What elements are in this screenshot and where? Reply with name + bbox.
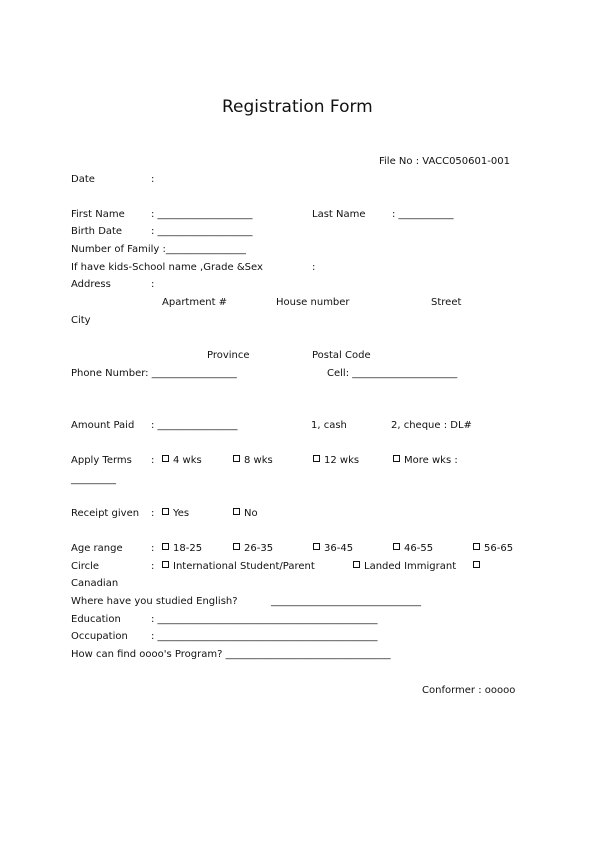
last-name-field[interactable]: : ___________ — [392, 209, 454, 220]
circle-option-international[interactable]: International Student/Parent — [162, 561, 315, 573]
receipt-yes-option[interactable]: Yes — [162, 508, 189, 520]
cheque-option[interactable]: 2, cheque : DL# — [391, 420, 472, 431]
checkbox-icon[interactable] — [473, 543, 480, 550]
kids-colon: : — [312, 262, 316, 273]
term-option-12wks[interactable]: 12 wks — [313, 455, 359, 467]
kids-label: If have kids-School name ,Grade &Sex — [71, 262, 263, 273]
studied-english-label: Where have you studied English? — [71, 596, 238, 607]
form-title: Registration Form — [222, 97, 373, 117]
checkbox-icon[interactable] — [233, 508, 240, 515]
age-option-18-25[interactable]: 18-25 — [162, 543, 202, 555]
conformer: Conformer : ooooo — [422, 685, 516, 696]
phone-number-field[interactable]: Phone Number: _________________ — [71, 368, 237, 379]
term-option-4wks[interactable]: 4 wks — [162, 455, 202, 467]
apartment-label: Apartment # — [162, 297, 228, 308]
term-option-8wks[interactable]: 8 wks — [233, 455, 273, 467]
age-option-56-65[interactable]: 56-65 — [473, 543, 513, 555]
checkbox-icon[interactable] — [393, 543, 400, 550]
apply-terms-label: Apply Terms — [71, 455, 132, 466]
age-option-36-45[interactable]: 36-45 — [313, 543, 353, 555]
canadian-label: Canadian — [71, 578, 119, 589]
birth-date-field[interactable]: : ___________________ — [151, 226, 253, 237]
occupation-field[interactable]: : ____________________________________________ — [151, 631, 378, 642]
city-label: City — [71, 315, 91, 326]
date-colon: : — [151, 174, 155, 185]
receipt-label: Receipt given — [71, 508, 140, 519]
circle-colon: : — [151, 561, 155, 572]
age-range-label: Age range — [71, 543, 123, 554]
checkbox-icon[interactable] — [313, 455, 320, 462]
education-label: Education — [71, 614, 121, 625]
date-label: Date — [71, 174, 95, 185]
circle-option-canadian[interactable] — [473, 561, 484, 573]
last-name-label: Last Name — [312, 209, 366, 220]
receipt-colon: : — [151, 508, 155, 519]
checkbox-icon[interactable] — [162, 543, 169, 550]
checkbox-icon[interactable] — [162, 508, 169, 515]
cash-option[interactable]: 1, cash — [311, 420, 347, 431]
circle-label: Circle — [71, 561, 100, 572]
age-range-colon: : — [151, 543, 155, 554]
amount-paid-label: Amount Paid — [71, 420, 135, 431]
address-colon: : — [151, 279, 155, 290]
age-option-26-35[interactable]: 26-35 — [233, 543, 273, 555]
studied-english-field[interactable]: ______________________________ — [271, 596, 421, 607]
house-number-label: House number — [276, 297, 350, 308]
street-label: Street — [431, 297, 462, 308]
checkbox-icon[interactable] — [233, 543, 240, 550]
checkbox-icon[interactable] — [162, 455, 169, 462]
more-weeks-field[interactable]: _________ — [71, 474, 116, 485]
occupation-label: Occupation — [71, 631, 128, 642]
program-source-field[interactable]: How can find oooo's Program? _________________________________ — [71, 649, 391, 660]
checkbox-icon[interactable] — [313, 543, 320, 550]
checkbox-icon[interactable] — [162, 561, 169, 568]
apply-terms-colon: : — [151, 455, 155, 466]
education-field[interactable]: : ____________________________________________ — [151, 614, 378, 625]
first-name-label: First Name — [71, 209, 125, 220]
checkbox-icon[interactable] — [233, 455, 240, 462]
checkbox-icon[interactable] — [353, 561, 360, 568]
receipt-no-option[interactable]: No — [233, 508, 258, 520]
amount-paid-field[interactable]: : ________________ — [151, 420, 238, 431]
province-label: Province — [207, 350, 250, 361]
address-label: Address — [71, 279, 111, 290]
term-option-more[interactable]: More wks : — [393, 455, 458, 467]
checkbox-icon[interactable] — [393, 455, 400, 462]
checkbox-icon[interactable] — [473, 561, 480, 568]
circle-option-landed[interactable]: Landed Immigrant — [353, 561, 456, 573]
cell-field[interactable]: Cell: _____________________ — [327, 368, 458, 379]
postal-code-label: Postal Code — [312, 350, 371, 361]
first-name-field[interactable]: : ___________________ — [151, 209, 253, 220]
number-of-family-field[interactable]: Number of Family :________________ — [71, 244, 246, 255]
birth-date-label: Birth Date — [71, 226, 123, 237]
file-number: File No : VACC050601-001 — [379, 156, 510, 167]
age-option-46-55[interactable]: 46-55 — [393, 543, 433, 555]
